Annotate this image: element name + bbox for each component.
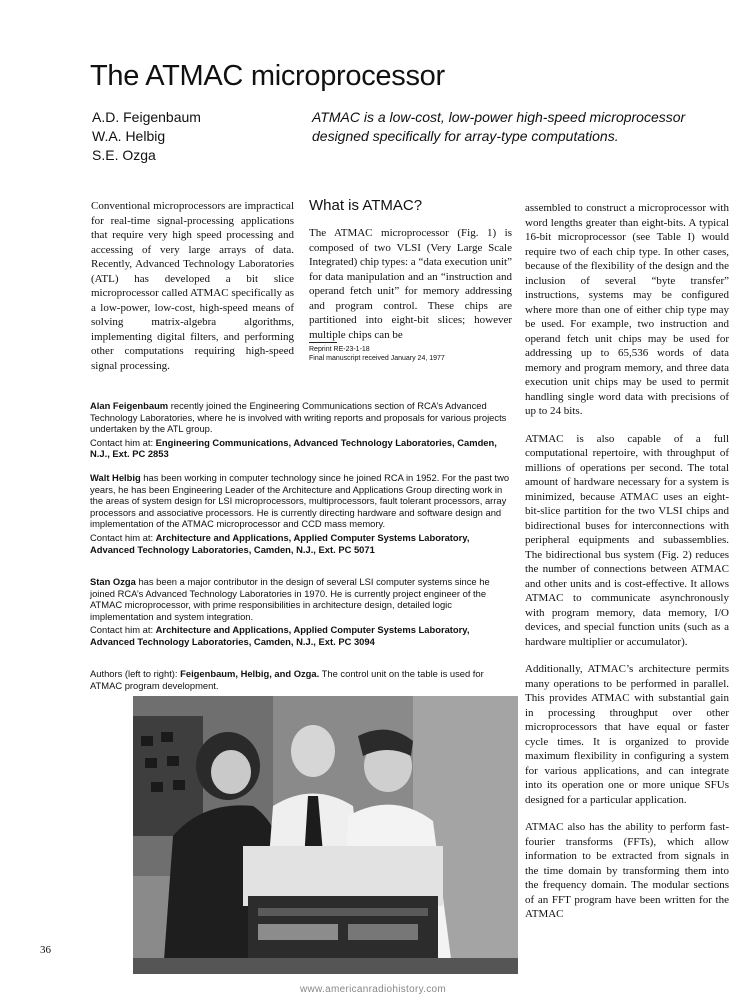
reprint-number: Reprint RE-23-1-18	[309, 346, 370, 353]
caption-rest: The control unit on the table is used for ATMAC program development.	[90, 668, 484, 691]
author-bio	[90, 472, 512, 555]
page-number: 36	[40, 944, 51, 956]
contact-info: Architecture and Applications, Applied Computer Systems Laboratory, Advanced Technology Laboratories, Camden, N.J., Ext. PC 3094	[90, 624, 470, 647]
article-title: The ATMAC microprocessor	[90, 60, 445, 92]
bio-name: Stan Ozga	[90, 576, 136, 587]
contact-info: Architecture and Applications, Applied Computer Systems Laboratory, Advanced Technology Laboratories, Camden, N.J., Ext. PC 5071	[90, 531, 470, 555]
contact-label: Contact him at:	[90, 531, 156, 543]
body-paragraph: ATMAC is also capable of a full computational repertoire, with throughput of millions of operations per second. The total amount of hardware necessary for a system is minimized, because ATMAC uses an eight-bit-slice partition for the two VLSI chips and bidirectional buses for interconnections with peripheral equipments and subassemblies. The bidirectional bus system (Fig. 2) reduces the number of connections between ATMAC and other units and is cost-effective. It allows ATMAC to communicate asynchronously with program memory, data memory, I/O devices, and special function units (such as a hardware multiplier or accumulator).	[525, 432, 729, 648]
footnote-rule	[309, 342, 337, 343]
section-heading: What is ATMAC?	[309, 197, 423, 214]
bio-name: Walt Helbig	[90, 472, 141, 483]
author-name: S.E. Ozga	[92, 147, 156, 163]
right-column	[525, 201, 729, 935]
body-paragraph: ATMAC also has the ability to perform fast-fourier transforms (FFTs), which allow information to be extracted from signals in the time domain by transforming them into the frequency domain. The modular sections of an FFT program have been written for the ATMAC	[525, 821, 729, 920]
intro-paragraph: Conventional microprocessors are impractical for real-time signal-processing applications that require very high speed processing and accessing of very large arrays of data. Recently, Advanced Technology Laboratories (ATL) has developed a bit slice microprocessor called ATMAC specifically as a low-power, low-cost, high-speed means of solving matrix-algebra algorithms, implementing digital filters, and performing other computations requiring high-speed signal processing.	[91, 200, 294, 372]
photo-caption	[90, 668, 512, 691]
contact-label: Contact him at:	[90, 624, 156, 636]
bio-text: has been a major contributor in the design of several LSI computer systems since he joined RCA’s Advanced Technology Laboratories in 1970. He is currently project engineer of the ATMAC microprocessor, with prime responsibilities in architecture design, detailed logic implementation and system integration.	[90, 576, 490, 622]
bio-text: recently joined the Engineering Communications section of RCA’s Advanced Technology Laboratories, where he is involved with writing reports and proposals for various projects undertaken by the ATL group.	[90, 400, 507, 435]
bio-name: Alan Feigenbaum	[90, 400, 169, 411]
authors-photo	[133, 696, 518, 974]
watermark: www.americanradiohistory.com	[300, 984, 447, 995]
body-paragraph: assembled to construct a microprocessor with word lengths greater than eight-bits. A typical 16-bit microprocessor (see Table I) would require two of each chip type. In other cases, because of the flexibility of the design and the inclusion of several “byte transfer” instructions, systems may be configured where more than one of either chip type may be used. For example, two instruction and operand fetch unit chips may be used for addressing up to 65,536 words of data memory and program memory, and three data execution unit chips may be used to permit handling single word data with precisions of up to 24 bits.	[525, 202, 729, 417]
contact-label: Contact him at:	[90, 436, 156, 448]
caption-lead: Authors (left to right):	[90, 668, 181, 679]
author-name: W.A. Helbig	[92, 128, 166, 144]
article-abstract: ATMAC is a low-cost, low-power high-speed microprocessor designed specifically for array-type computations.	[312, 109, 686, 144]
author-bio	[90, 576, 512, 648]
author-list	[92, 108, 201, 165]
contact-info: Engineering Communications, Advanced Technology Laboratories, Camden, N.J., Ext. PC 2853	[90, 436, 497, 460]
section-body: The ATMAC microprocessor (Fig. 1) is composed of two VLSI (Very Large Scale Integrated) chip types: a “data execution unit” for data manipulation and an “instruction and operand fetch unit” for memory addressing and program control. These chips are partitioned into eight-bit slices; however multiple chips can be	[309, 227, 512, 341]
reprint-note	[309, 345, 445, 363]
caption-names: Feigenbaum, Helbig, and Ozga.	[180, 668, 320, 679]
bio-text: has been working in computer technology since he joined RCA in 1952. For the past two years, he has been Engineering Leader of the Architecture and Applications Group directing work in the areas of system design for LSI microprocessors, multiprocessors, fault tolerant processors, array processors and associative processors. He is currently directing hardware and software design and implementation of the ATMAC microprocessor and CCD mass memory.	[90, 472, 510, 530]
manuscript-date: Final manuscript received January 24, 1977	[309, 355, 445, 362]
author-name: A.D. Feigenbaum	[92, 109, 201, 125]
body-paragraph: Additionally, ATMAC’s architecture permits many operations to be performed in parallel. This provides ATMAC with substantial gain in processing throughput over other microprocessors that have equal or faster cycle times. It is organized to provide maximum flexibility in configuring a system for various applications, and can integrate into its operation one or more unique SFUs designed for a particular application.	[525, 663, 729, 806]
author-bio	[90, 400, 512, 460]
